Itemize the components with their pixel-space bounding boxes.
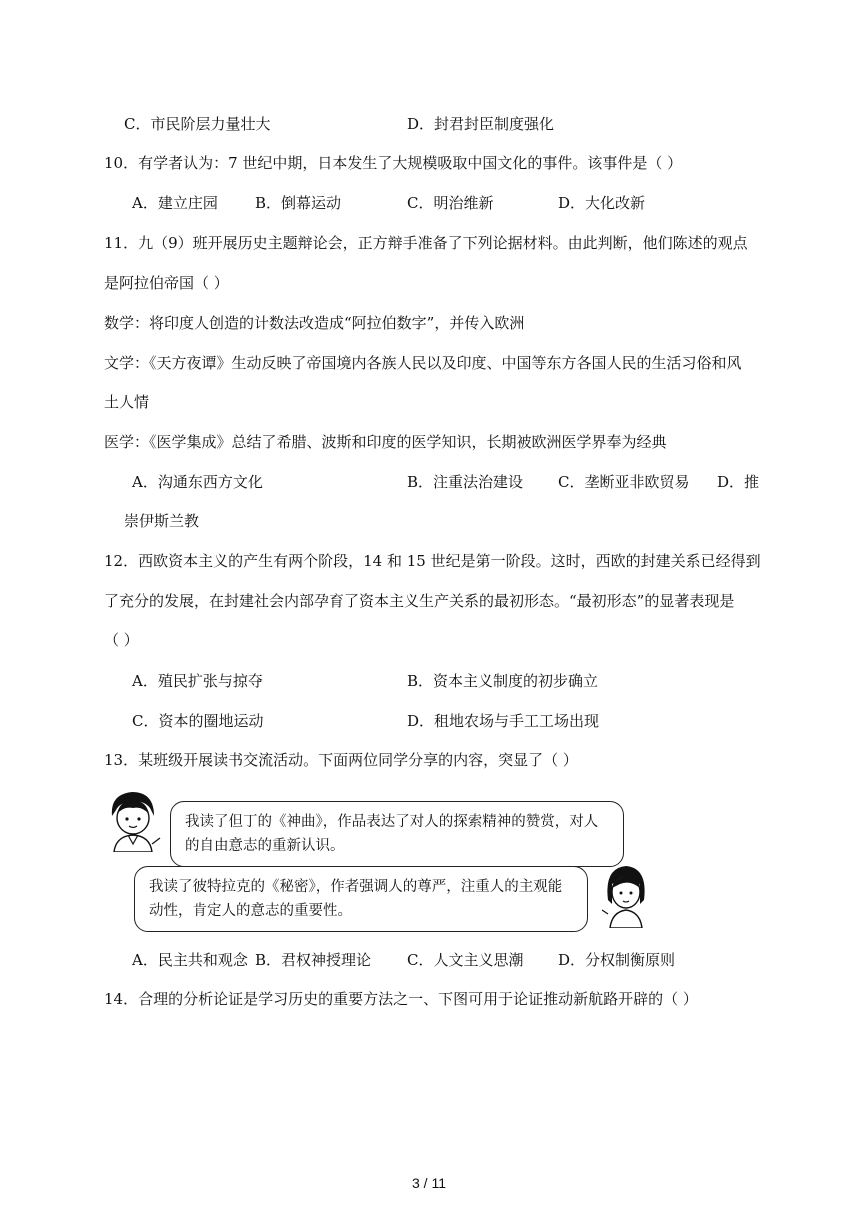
q11-stem-line1: 11．九（9）班开展历史主题辩论会，正方辩手准备了下列论据材料。由此判断，他们陈述的观点 xyxy=(104,234,748,252)
q14-stem: 14．合理的分析论证是学习历史的重要方法之一、下图可用于论证推动新航路开辟的（ ） xyxy=(104,990,698,1008)
q13-option-b: B．君权神授理论 xyxy=(255,951,372,969)
q10-option-b: B．倒幕运动 xyxy=(255,194,342,212)
q12-option-d: D．租地农场与手工工场出现 xyxy=(407,712,600,730)
q10-option-c: C．明治维新 xyxy=(407,194,494,212)
q13-stem: 13．某班级开展读书交流活动。下面两位同学分享的内容，突显了（ ） xyxy=(104,751,578,769)
q11-material-medicine: 医学：《医学集成》总结了希腊、波斯和印度的医学知识，长期被欧洲医学界奉为经典 xyxy=(104,433,667,451)
bubble-boy-line1: 我读了但丁的《神曲》，作品表达了对人的探索精神的赞赏，对人 xyxy=(185,814,599,830)
q13-option-d: D．分权制衡原则 xyxy=(558,951,676,969)
q11-option-d: D．推 xyxy=(717,473,760,491)
q12-option-a: A．殖民扩张与掠夺 xyxy=(132,672,263,690)
q12-option-c: C．资本的圈地运动 xyxy=(132,712,264,730)
speech-bubble-girl xyxy=(134,866,588,932)
q11-option-b: B．注重法治建设 xyxy=(407,473,524,491)
q12-option-b: B．资本主义制度的初步确立 xyxy=(407,672,599,690)
q11-material-literature-line2: 土人情 xyxy=(104,393,150,411)
q13-option-c: C．人文主义思潮 xyxy=(407,951,524,969)
q13-option-a: A．民主共和观念 xyxy=(132,951,248,969)
q11-option-d-continued: 崇伊斯兰教 xyxy=(124,512,200,530)
page-number: 3 / 11 xyxy=(412,1175,446,1191)
q9-option-d: D．封君封臣制度强化 xyxy=(407,115,555,133)
q12-stem-line3: （ ） xyxy=(104,631,139,649)
q11-stem-line2: 是阿拉伯帝国（ ） xyxy=(104,274,229,292)
bubble-girl-line1: 我读了彼特拉克的《秘密》，作者强调人的尊严，注重人的主观能 xyxy=(149,879,563,895)
speech-bubble-boy xyxy=(170,801,624,867)
boy-student-icon xyxy=(104,786,162,852)
q12-stem-line1: 12．西欧资本主义的产生有两个阶段，14 和 15 世纪是第一阶段。这时，西欧的封建关系已经得到 xyxy=(104,552,761,570)
q11-material-literature-line1: 文学：《天方夜谭》生动反映了帝国境内各族人民以及印度、中国等东方各国人民的生活习俗和风 xyxy=(104,354,742,372)
q10-stem: 10．有学者认为：7 世纪中期，日本发生了大规模吸取中国文化的事件。该事件是（ ） xyxy=(104,154,683,172)
q11-material-math: 数学：将印度人创造的计数法改造成“阿拉伯数字”，并传入欧洲 xyxy=(104,314,525,332)
q11-option-a: A．沟通东西方文化 xyxy=(132,473,263,491)
q10-option-a: A．建立庄园 xyxy=(132,194,218,212)
q9-option-c: C．市民阶层力量壮大 xyxy=(124,115,271,133)
girl-student-icon xyxy=(600,860,650,928)
q10-option-d: D．大化改新 xyxy=(558,194,646,212)
q12-stem-line2: 了充分的发展，在封建社会内部孕育了资本主义生产关系的最初形态。“最初形态”的显著表现是 xyxy=(104,592,735,610)
bubble-girl-line2: 动性，肯定人的意志的重要性。 xyxy=(149,903,352,919)
bubble-boy-line2: 的自由意志的重新认识。 xyxy=(185,838,345,854)
q11-option-c: C．垄断亚非欧贸易 xyxy=(558,473,690,491)
